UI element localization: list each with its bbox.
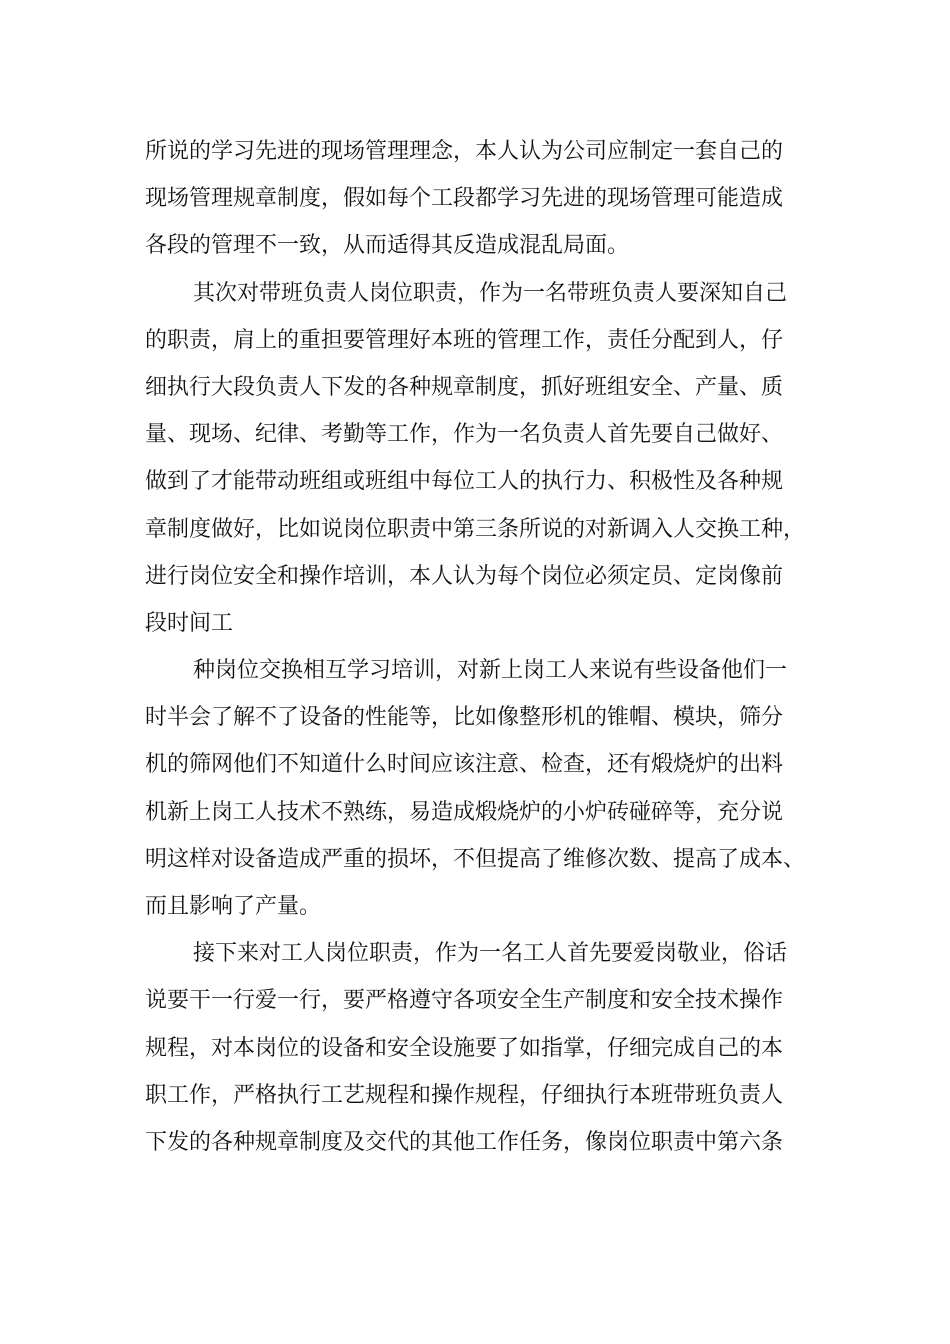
text-line: 下发的各种规章制度及交代的其他工作任务，像岗位职责中第六条 [145,1129,784,1155]
text-line: 机新上岗工人技术不熟练，易造成煅烧炉的小炉砖碰碎等，充分说 [145,799,784,825]
text-line: 时半会了解不了设备的性能等，比如像整形机的锥帽、模块，筛分 [145,705,784,731]
text-line: 量、现场、纪律、考勤等工作，作为一名负责人首先要自己做好、 [145,422,784,448]
text-line: 明这样对设备造成严重的损坏，不但提高了维修次数、提高了成本、 [145,846,806,872]
text-line: 做到了才能带动班组或班组中每位工人的执行力、积极性及各种规 [145,469,784,495]
text-line: 各段的管理不一致，从而适得其反造成混乱局面。 [145,233,630,259]
text-line: 细执行大段负责人下发的各种规章制度，抓好班组安全、产量、质 [145,374,784,400]
text-line: 而且影响了产量。 [145,894,322,919]
text-line: 所说的学习先进的现场管理理念，本人认为公司应制定一套自己的 [145,139,784,164]
body-text [145,128,825,1166]
text-line: 章制度做好，比如说岗位职责中第三条所说的对新调入人交换工种， [145,516,806,542]
paragraph-first-line: 种岗位交换相互学习培训，对新上岗工人来说有些设备他们一 [193,658,788,684]
text-line: 现场管理规章制度，假如每个工段都学习先进的现场管理可能造成 [145,186,784,212]
text-line: 进行岗位安全和操作培训，本人认为每个岗位必须定员、定岗像前 [145,563,784,589]
paragraph-first-line: 其次对带班负责人岗位职责，作为一名带班负责人要深知自己 [193,280,788,306]
text-line: 规程，对本岗位的设备和安全设施要了如指掌，仔细完成自己的本 [145,1035,784,1061]
text-line: 段时间工 [145,610,234,636]
paragraph-first-line: 接下来对工人岗位职责，作为一名工人首先要爱岗敬业，俗话 [193,941,788,967]
text-line: 说要干一行爱一行，要严格遵守各项安全生产制度和安全技术操作 [145,988,784,1014]
text-line: 机的筛网他们不知道什么时间应该注意、检查，还有煅烧炉的出料 [145,752,784,778]
text-line: 职工作，严格执行工艺规程和操作规程，仔细执行本班带班负责人 [145,1082,784,1108]
text-line: 的职责，肩上的重担要管理好本班的管理工作，责任分配到人，仔 [145,327,784,353]
